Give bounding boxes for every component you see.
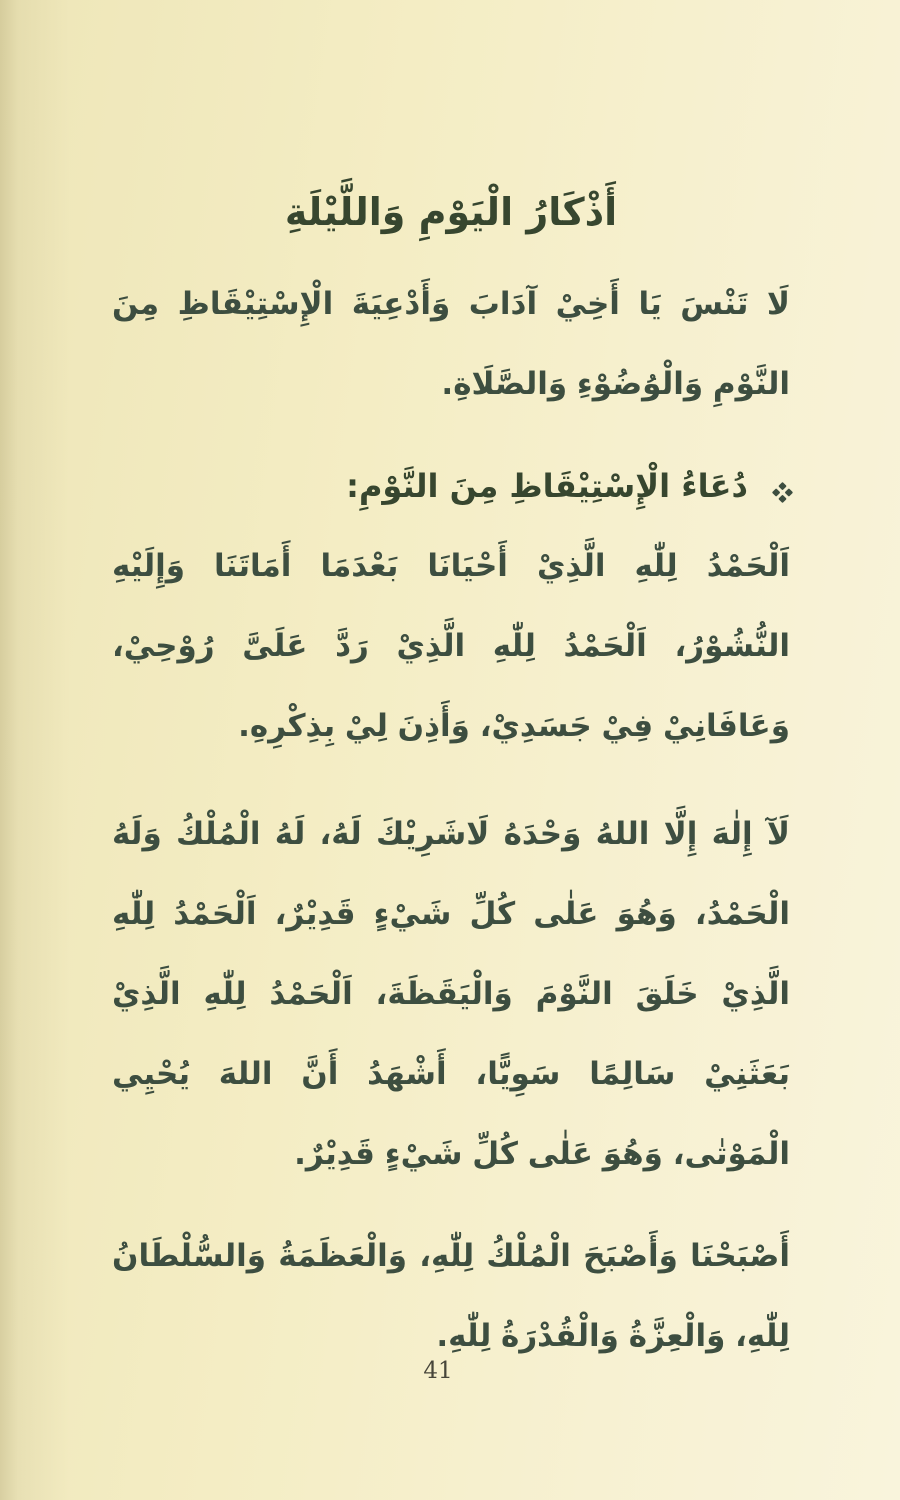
page-title: أَذْكَارُ الْيَوْمِ وَاللَّيْلَةِ <box>284 190 618 234</box>
section-heading-text: دُعَاءُ الْإِسْتِيْقَاظِ مِنَ النَّوْمِ: <box>346 467 748 505</box>
four-dot-diamond-icon <box>772 482 793 503</box>
dua-paragraph-1: اَلْحَمْدُ لِلّٰهِ الَّذِيْ أَحْيَانَا بَعْدَمَا أَمَاتَنَا وَإِلَيْهِ النُّشُوْرُ، اَلْحَمْدُ لِلّٰهِ الَّذِيْ رَدَّ عَلَىَّ رُوْحِيْ، وَعَافَانِيْ فِيْ جَسَدِيْ، وَأَذِنَ لِيْ بِذِكْرِهِ. <box>112 548 790 744</box>
intro-paragraph: لَا تَنْسَ يَا أَخِيْ آدَابَ وَأَدْعِيَةَ الْإِسْتِيْقَاظِ مِنَ النَّوْمِ وَالْوُضُوْءِ وَالصَّلَاةِ. <box>112 286 790 402</box>
section-heading <box>112 446 790 526</box>
dua-paragraph-3: أَصْبَحْنَا وَأَصْبَحَ الْمُلْكُ لِلّٰهِ، وَالْعَظَمَةُ وَالسُّلْطَانُ لِلّٰهِ، وَالْعِزَّةُ وَالْقُدْرَةُ لِلّٰهِ. <box>112 1238 790 1354</box>
dua-paragraph-2: لَآ إِلٰهَ إِلَّا اللهُ وَحْدَهُ لَاشَرِيْكَ لَهُ، لَهُ الْمُلْكُ وَلَهُ الْحَمْدُ، وَهُوَ عَلٰى كُلِّ شَيْءٍ قَدِيْرٌ، اَلْحَمْدُ لِلّٰهِ الَّذِيْ خَلَقَ النَّوْمَ وَالْيَقَظَةَ، اَلْحَمْدُ لِلّٰهِ الَّذِيْ بَعَثَنِيْ سَالِمًا سَوِيًّا، أَشْهَدُ أَنَّ اللهَ يُحْيِي الْمَوْتٰى، وَهُوَ عَلٰى كُلِّ شَيْءٍ قَدِيْرٌ. <box>112 816 790 1172</box>
page-text-block <box>112 176 790 1376</box>
page-number: 41 <box>423 1358 453 1384</box>
